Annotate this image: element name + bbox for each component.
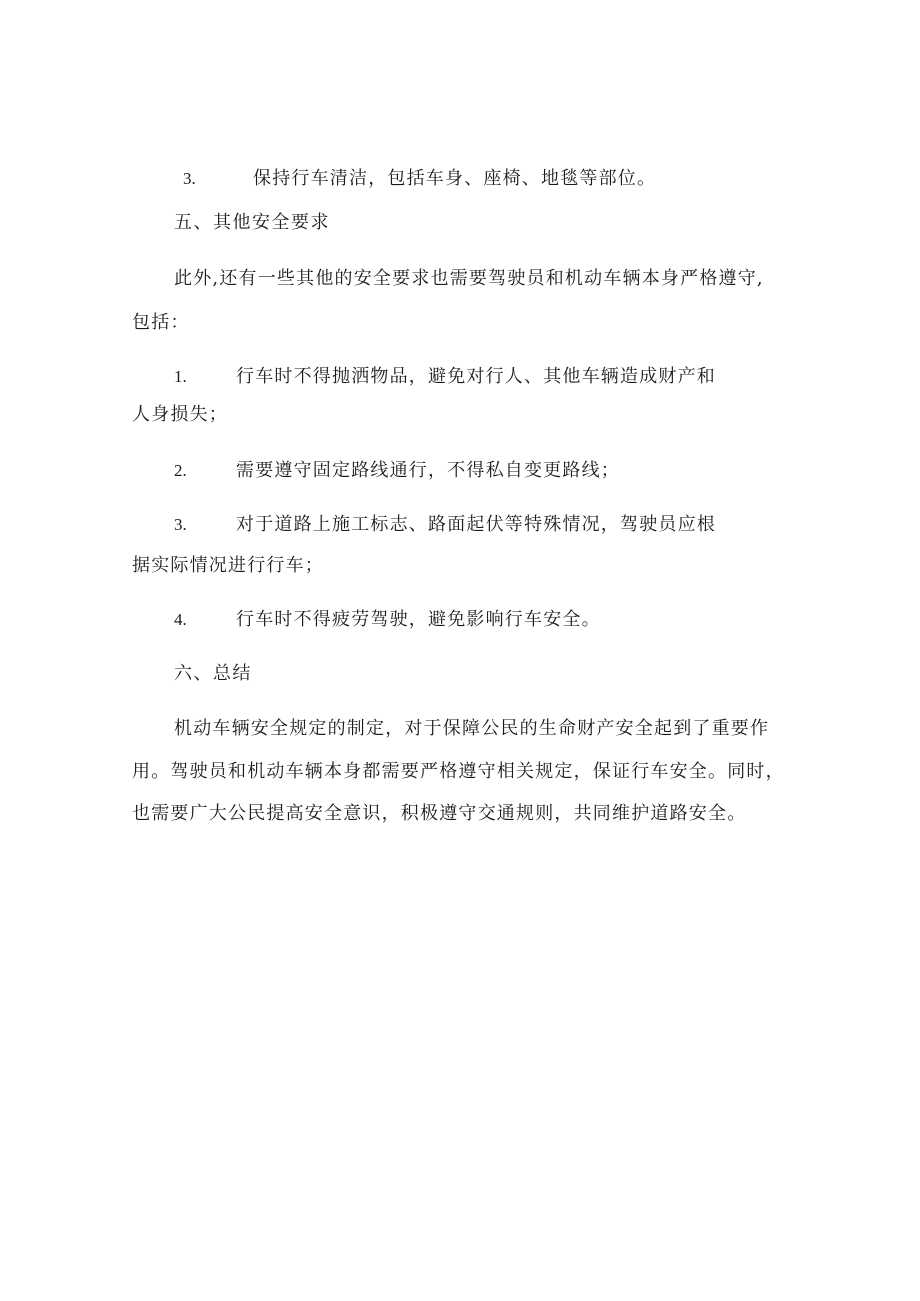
section-heading: 五、其他安全要求 <box>174 212 330 233</box>
list-number: 3. <box>174 515 187 534</box>
list-number: 2. <box>174 461 187 480</box>
list-number: 3. <box>183 169 196 188</box>
paragraph-line: 也需要广大公民提高安全意识，积极遵守交通规则，共同维护道路安全。 <box>132 803 747 824</box>
paragraph-line: 包括： <box>132 312 190 333</box>
list-item-text: 据实际情况进行行车； <box>132 555 324 576</box>
paragraph-line: 机动车辆安全规定的制定，对于保障公民的生命财产安全起到了重要作 <box>174 718 770 739</box>
list-item-text: 需要遵守固定路线通行，不得私自变更路线； <box>236 460 620 481</box>
list-item-text: 保持行车清洁，包括车身、座椅、地毯等部位。 <box>253 168 657 189</box>
list-item-text: 行车时不得疲劳驾驶，避免影响行车安全。 <box>236 609 601 630</box>
list-item-text: 行车时不得抛洒物品，避免对行人、其他车辆造成财产和 <box>236 366 716 387</box>
list-item-text: 对于道路上施工标志、路面起伏等特殊情况，驾驶员应根 <box>236 514 716 535</box>
list-number: 1. <box>174 367 187 386</box>
paragraph-line: 用。驾驶员和机动车辆本身都需要严格遵守相关规定，保证行车安全。同时， <box>132 761 785 782</box>
paragraph-line: 此外,还有一些其他的安全要求也需要驾驶员和机动车辆本身严格遵守, <box>174 268 764 289</box>
section-heading: 六、总结 <box>174 663 252 684</box>
list-number: 4. <box>174 610 187 629</box>
list-item-text: 人身损失； <box>132 404 228 425</box>
